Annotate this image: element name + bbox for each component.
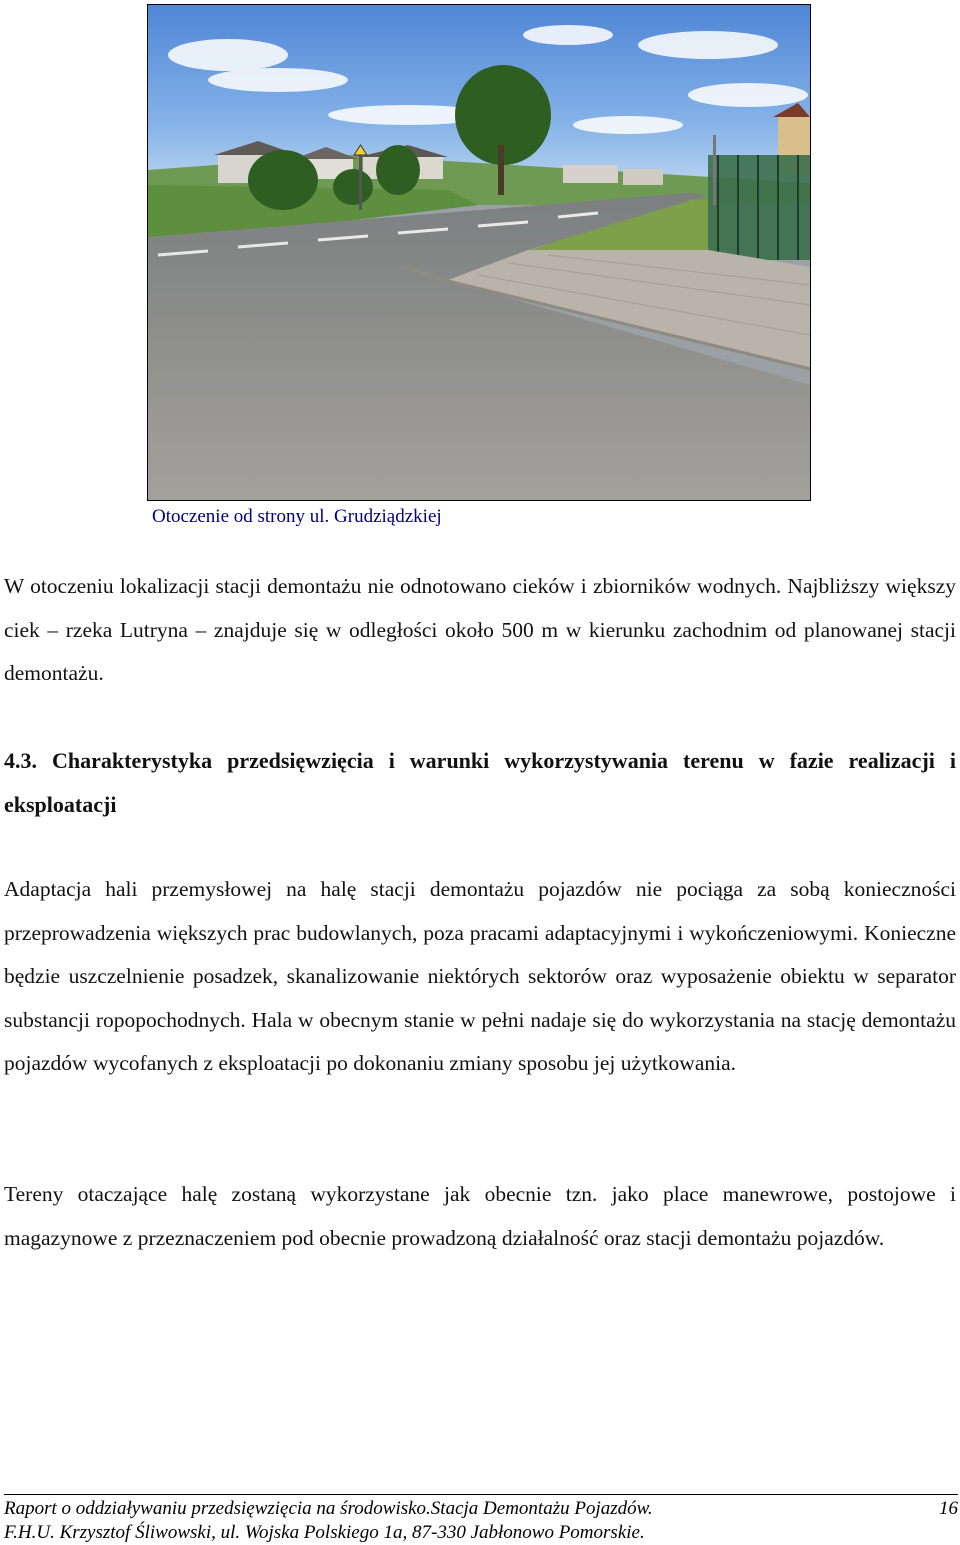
figure-caption: Otoczenie od strony ul. Grudziądzkiej [152, 506, 442, 527]
paragraph-adaptation: Adaptacja hali przemysłowej na halę stacji demontażu pojazdów nie pociąga za sobą konieczności przeprowadzenia większych prac budowlanych, poza pracami adaptacyjnymi i wykończeniowymi. Konieczne będzie uszczelnienie posadzek, skanalizowanie niektórych sektorów oraz wyposażenie obiektu w separator substancji ropopochodnych. Hala w obecnym stanie w pełni nadaje się do wykorzystania na stację demontażu pojazdów wycofanych z eksploatacji po dokonaniu zmiany sposobu jej użytkowania. [4, 877, 956, 1075]
footer-line-2: F.H.U. Krzysztof Śliwowski, ul. Wojska Polskiego 1a, 87-330 Jabłonowo Pomorskie. [4, 1522, 645, 1543]
paragraph-surrounding-areas: Tereny otaczające halę zostaną wykorzystane jak obecnie tzn. jako place manewrowe, postojowe i magazynowe z przeznaczeniem pod obecnie prowadzoną działalność oraz stacji demontażu pojazdów. [4, 1182, 956, 1250]
page-number: 16 [939, 1498, 958, 1519]
road-photo [147, 4, 811, 501]
footer-divider [4, 1494, 958, 1495]
footer-report-title: Raport o oddziaływaniu przedsięwzięcia na środowisko.Stacja Demontażu Pojazdów. [4, 1498, 653, 1519]
footer-line-1 [4, 1497, 958, 1521]
section-heading: 4.3. Charakterystyka przedsięwzięcia i warunki wykorzystywania terenu w fazie realizacji i eksploatacji [4, 748, 956, 817]
paragraph-watercourses: W otoczeniu lokalizacji stacji demontażu nie odnotowano cieków i zbiorników wodnych. Najbliższy większy ciek – rzeka Lutryna – znajduje się w odległości około 500 m w kierunku zachodnim od planowanej stacji demontażu. [4, 574, 956, 685]
